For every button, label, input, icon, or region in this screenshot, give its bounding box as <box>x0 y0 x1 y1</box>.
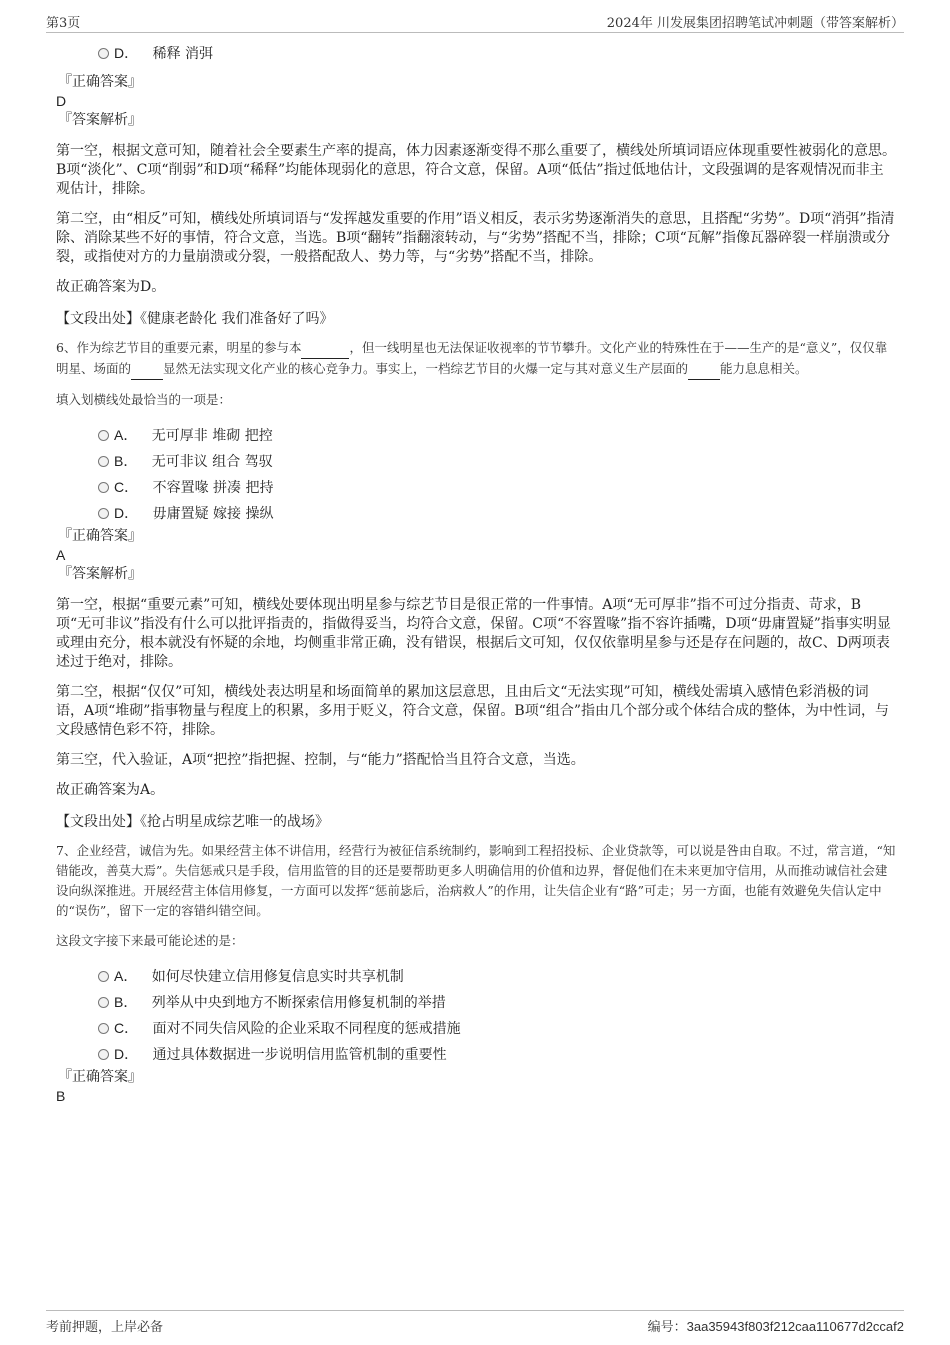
option-text: 通过具体数据进一步说明信用监管机制的重要性 <box>152 1047 447 1063</box>
page-header <box>46 10 904 33</box>
correct-answer-label: 『正确答案』 <box>58 74 142 90</box>
correct-answer-value: B <box>56 1088 66 1104</box>
option-letter: D． <box>114 45 139 61</box>
option-text: 面对不同失信风险的企业采取不同程度的惩戒措施 <box>152 1021 461 1037</box>
correct-answer-label: 『正确答案』 <box>58 1069 142 1085</box>
radio-icon[interactable] <box>98 430 109 441</box>
q6-option-a[interactable] <box>56 422 896 448</box>
question-prompt: 填入划横线处最恰当的一项是： <box>56 392 232 407</box>
q5-option-d[interactable] <box>56 40 896 66</box>
source-line <box>56 812 896 832</box>
q7-option-a[interactable] <box>56 963 896 989</box>
q6-option-c[interactable] <box>56 474 896 500</box>
blank-line <box>131 359 163 380</box>
page-content <box>56 40 896 1105</box>
q6-option-d[interactable] <box>56 500 896 526</box>
analysis-paragraph: 第三空，代入验证，A项“把控”指把握、控制，与“能力”搭配恰当且符合文意，当选。 <box>56 752 585 768</box>
document-code: 编号：3aa35943f803f212caa110677d2ccaf2 <box>647 1319 904 1334</box>
radio-icon[interactable] <box>98 971 109 982</box>
q7-option-c[interactable] <box>56 1015 896 1041</box>
question-prompt: 这段文字接下来最可能论述的是： <box>56 933 244 948</box>
radio-icon[interactable] <box>98 456 109 467</box>
correct-answer-label: 『正确答案』 <box>58 528 142 544</box>
option-letter: B． <box>114 994 138 1010</box>
option-text: 不容置喙 拼凑 把持 <box>152 480 274 496</box>
radio-icon[interactable] <box>98 1049 109 1060</box>
option-letter: A． <box>114 427 138 443</box>
blank-line <box>301 338 349 359</box>
question-stem: 7、企业经营，诚信为先。如果经营主体不讲信用，经营行为被征信系统制约，影响到工程招投标、企业贷款等，可以说是咎由自取。不过，常言道，“知错能改，善莫大焉”。失信惩戒只是手段，信用监管的目的还是要帮助更多人明确信用的价值和边界，督促他们在未来更加守信用，从而推动诚信社会建设向纵深推进。开展经营主体信用修复，一方面可以发挥“惩前毖后，治病救人”的作用，让失信企业有“路”可走；另一方面，也能有效避免失信认定中的“误伤”，留下一定的容错纠错空间。 <box>56 843 896 918</box>
footer-slogan: 考前押题，上岸必备 <box>46 1320 164 1335</box>
option-letter: D． <box>114 1046 139 1062</box>
analysis-paragraph: 故正确答案为D。 <box>56 279 166 295</box>
source-label: 【文段出处】 <box>56 814 140 830</box>
correct-answer-value: A <box>56 547 66 563</box>
radio-icon[interactable] <box>98 482 109 493</box>
q6-option-b[interactable] <box>56 448 896 474</box>
analysis-paragraph: 第二空，根据“仅仅”可知，横线处表达明星和场面简单的累加这层意思，且由后文“无法实现”可知，横线处需填入感情色彩消极的词语，A项“堆砌”指事物量与程度上的积累，多用于贬义，符合文意，保留。B项“组合”指由几个部分或个体结合成的整体，为中性词，与文段感情色彩不符，排除。 <box>56 684 890 738</box>
q7-option-b[interactable] <box>56 989 896 1015</box>
option-letter: D． <box>114 505 139 521</box>
source-title: 《抢占明星成综艺唯一的战场》 <box>140 814 329 830</box>
document-title: 2024年 川发展集团招聘笔试冲刺题（带答案解析） <box>606 16 904 31</box>
page-number: 第3页 <box>46 16 81 31</box>
radio-icon[interactable] <box>98 997 109 1008</box>
option-letter: C． <box>114 479 139 495</box>
page-footer <box>46 1310 904 1335</box>
source-title: 《健康老龄化 我们准备好了吗》 <box>140 311 334 327</box>
option-text: 无可非议 组合 驾驭 <box>151 454 273 470</box>
source-label: 【文段出处】 <box>56 311 140 327</box>
radio-icon[interactable] <box>98 1023 109 1034</box>
option-text: 毋庸置疑 嫁接 操纵 <box>152 506 274 522</box>
source-line <box>56 309 896 329</box>
radio-icon[interactable] <box>98 508 109 519</box>
option-text: 稀释 消弭 <box>152 46 214 62</box>
q7-option-d[interactable] <box>56 1041 896 1067</box>
option-letter: C． <box>114 1020 139 1036</box>
option-text: 无可厚非 堆砌 把控 <box>151 428 273 444</box>
analysis-label: 『答案解析』 <box>58 566 142 582</box>
analysis-paragraph: 第二空，由“相反”可知，横线处所填词语与“发挥越发重要的作用”语义相反，表示劣势逐渐消失的意思，且搭配“劣势”。D项“消弭”指清除、消除某些不好的事情，符合文意，当选。B项“翻转”指翻滚转动，与“劣势”搭配不当，排除；C项“瓦解”指像瓦器碎裂一样崩溃或分裂，或指使对方的力量崩溃或分裂，一般搭配敌人、势力等，与“劣势”搭配不当，排除。 <box>56 211 895 265</box>
option-text: 如何尽快建立信用修复信息实时共享机制 <box>151 969 404 985</box>
analysis-paragraph: 故正确答案为A。 <box>56 782 165 798</box>
analysis-paragraph: 第一空，根据“重要元素”可知，横线处要体现出明星参与综艺节目是很正常的一件事情。A项“无可厚非”指不可过分指责、苛求，B项“无可非议”指没有什么可以批评指责的，指做得妥当，均符合文意，保留。C项“不容置喙”指不容许插嘴，D项“毋庸置疑”指事实明显或理由充分，根本就没有怀疑的余地，均侧重非常正确，没有错误，根据后文可知，仅仅依靠明星参与还是存在问题的，故C、D两项表述过于绝对，排除。 <box>56 597 891 670</box>
option-letter: A． <box>114 968 138 984</box>
option-text: 列举从中央到地方不断探索信用修复机制的举措 <box>151 995 446 1011</box>
blank-line <box>688 359 720 380</box>
question-stem: 6、作为综艺节目的重要元素，明星的参与本 ，但一线明星也无法保证收视率的节节攀升。文化产业的特殊性在于——生产的是“意义”，仅仅靠明星、场面的 显然无法实现文化产业的核心竞争力。事实上，一档综艺节目的火爆一定与其对意义生产层面的 能力息息相关。 <box>56 338 896 380</box>
analysis-label: 『答案解析』 <box>58 112 142 128</box>
analysis-paragraph: 第一空，根据文意可知，随着社会全要素生产率的提高，体力因素逐渐变得不那么重要了，横线处所填词语应体现重要性被弱化的意思。B项“淡化”、C项“削弱”和D项“稀释”均能体现弱化的意思，符合文意，保留。A项“低估”指过低地估计，文段强调的是客观情况而非主观估计，排除。 <box>56 143 896 197</box>
correct-answer-value: D <box>56 93 67 109</box>
option-letter: B． <box>114 453 138 469</box>
radio-icon[interactable] <box>98 48 109 59</box>
